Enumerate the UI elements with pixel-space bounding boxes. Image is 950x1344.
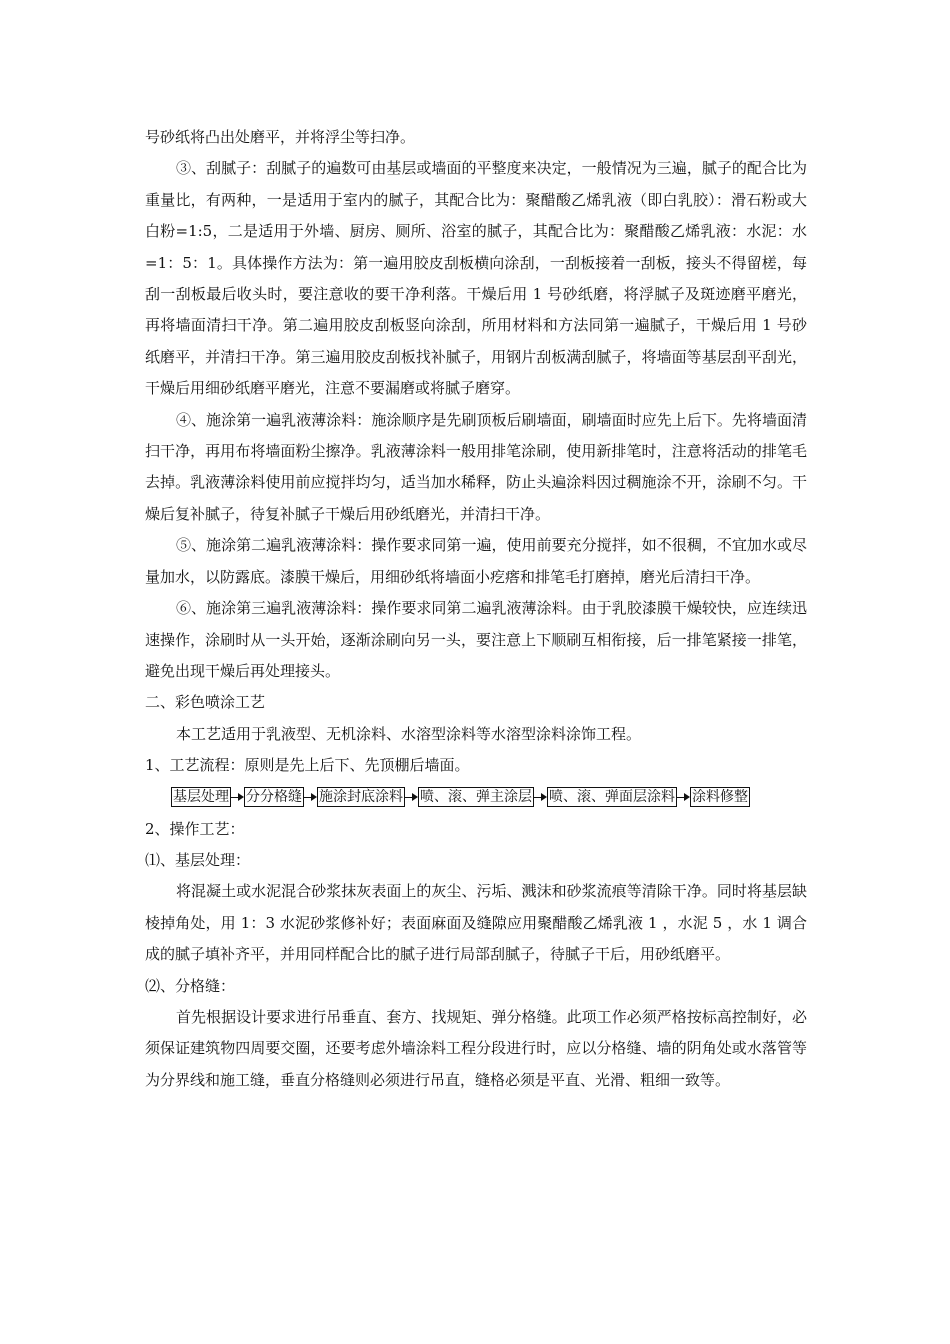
paragraph: ⑵、分格缝：	[145, 976, 236, 995]
paragraph: 1、工艺流程：原则是先上后下、先顶棚后墙面。	[145, 756, 470, 775]
process-flowchart	[171, 786, 807, 808]
flow-arrow-icon	[534, 788, 547, 806]
paragraph: ⑤、施涂第二遍乳液薄涂料：操作要求同第一遍，使用前要充分搅拌，如不很稠，不宜加水或尽量加水，以防露底。漆膜干燥后，用细砂纸将墙面小疙瘩和排笔毛打磨掉，磨光后清扫干净。	[145, 536, 807, 586]
paragraph: ⑴、基层处理：	[145, 850, 251, 869]
flow-step-box: 基层处理	[173, 788, 229, 805]
paragraph: 本工艺适用于乳液型、无机涂料、水溶型涂料等水溶型涂料涂饰工程。	[176, 724, 642, 743]
paragraph: 2、操作工艺：	[145, 819, 245, 838]
paragraph: 将混凝土或水泥混合砂浆抹灰表面上的灰尘、污垢、溅沫和砂浆流痕等清除干净。同时将基层缺棱掉角处，用 1：3 水泥砂浆修补好；表面麻面及缝隙应用聚醋酸乙烯乳液 1 ，水泥 5 ，水 1 调合成的腻子填补齐平，并用同样配合比的腻子进行局部刮腻子，待腻子干后，用砂纸磨平。	[145, 882, 807, 964]
flow-step-box: 喷、滚、弹面层涂料	[549, 788, 675, 805]
body-text-bottom	[145, 814, 807, 1097]
flow-arrow-icon	[231, 788, 244, 806]
document-page	[145, 122, 807, 1096]
flow-step-box: 喷、滚、弹主涂层	[420, 788, 532, 805]
flow-step-box: 分分格缝	[246, 788, 302, 805]
paragraph: 二、彩色喷涂工艺	[145, 693, 266, 712]
paragraph: ④、施涂第一遍乳液薄涂料：施涂顺序是先刷顶板后刷墙面，刷墙面时应先上后下。先将墙面清扫干净，再用布将墙面粉尘擦净。乳液薄涂料一般用排笔涂刷，使用新排笔时，注意将活动的排笔毛去掉。乳液薄涂料使用前应搅拌均匀，适当加水稀释，防止头遍涂料因过稠施涂不开，涂刷不匀。干燥后复补腻子，待复补腻子干燥后用砂纸磨光，并清扫干净。	[145, 410, 807, 523]
body-text-top	[145, 122, 807, 782]
paragraph: 号砂纸将凸出处磨平，并将浮尘等扫净。	[145, 128, 416, 146]
paragraph: ⑥、施涂第三遍乳液薄涂料：操作要求同第二遍乳液薄涂料。由于乳胶漆膜干燥较快，应连续迅速操作，涂刷时从一头开始，逐渐涂刷向另一头，要注意上下顺刷互相衔接，后一排笔紧接一排笔，避免出现干燥后再处理接头。	[145, 599, 807, 680]
flow-step-box: 施涂封底涂料	[319, 788, 403, 805]
paragraph: 首先根据设计要求进行吊垂直、套方、找规矩、弹分格缝。此项工作必须严格按标高控制好，必须保证建筑物四周要交圈，还要考虑外墙涂料工程分段进行时，应以分格缝、墙的阴角处或水落管等为分界线和施工缝，垂直分格缝则必须进行吊直，缝格必须是平直、光滑、粗细一致等。	[145, 1007, 807, 1089]
flow-arrow-icon	[304, 788, 317, 806]
flow-arrow-icon	[677, 788, 690, 806]
paragraph: ③、刮腻子：刮腻子的遍数可由基层或墙面的平整度来决定，一般情况为三遍，腻子的配合比为重量比，有两种，一是适用于室内的腻子，其配合比为：聚醋酸乙烯乳液（即白乳胶）：滑石粉或大白粉=1:5，二是适用于外墙、厨房、厕所、浴室的腻子，其配合比为：聚醋酸乙烯乳液：水泥：水=1：5：1。具体操作方法为：第一遍用胶皮刮板横向涂刮，一刮板接着一刮板，接头不得留槎，每刮一刮板最后收头时，要注意收的要干净利落。干燥后用 1 号砂纸磨，将浮腻子及斑迹磨平磨光，再将墙面清扫干净。第二遍用胶皮刮板竖向涂刮，所用材料和方法同第一遍腻子，干燥后用 1 号砂纸磨平，并清扫干净。第三遍用胶皮刮板找补腻子，用钢片刮板满刮腻子，将墙面等基层刮平刮光，干燥后用细砂纸磨平磨光，注意不要漏磨或将腻子磨穿。	[145, 159, 807, 398]
flow-arrow-icon	[405, 788, 418, 806]
flow-step-box: 涂料修整	[692, 788, 748, 805]
